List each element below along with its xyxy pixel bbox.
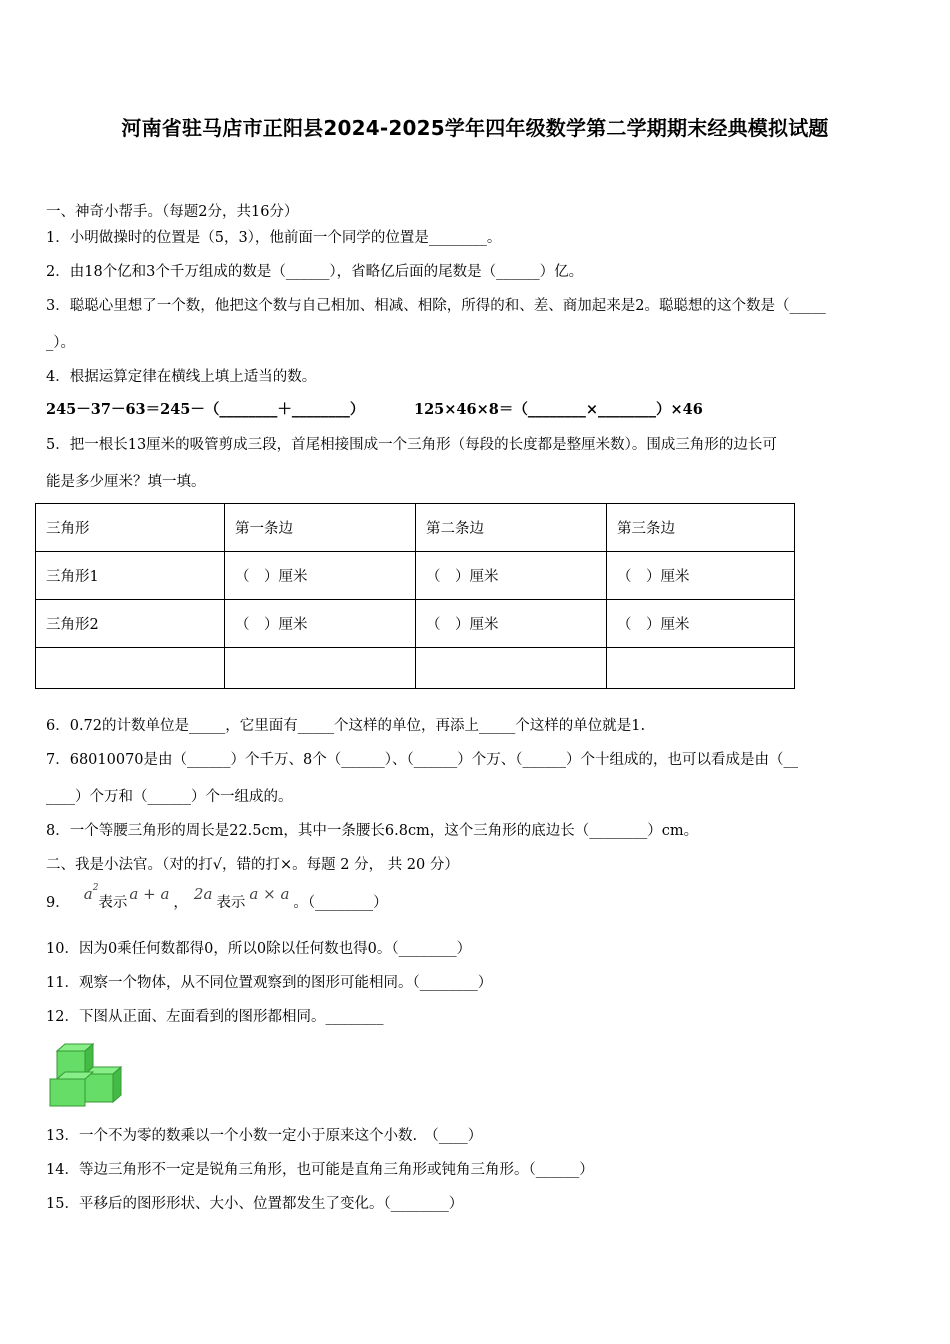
table-header-cell: 三角形 (36, 504, 225, 552)
question-10: 10．因为0乘任何数都得0，所以0除以任何数也得0。（________） (46, 941, 472, 957)
table-cell: （ ）厘米 (416, 600, 607, 648)
table-cell: 三角形2 (36, 600, 225, 648)
question-8: 8．一个等腰三角形的周长是22.5cm，其中一条腰长6.8cm，这个三角形的底边长（________）cm。 (46, 823, 699, 839)
table-header-cell: 第一条边 (225, 504, 416, 552)
table-header-row (36, 504, 795, 552)
math-2a: 2a (193, 885, 213, 903)
question-4-expression-left: 245－37－63＝245－（________＋________） (46, 401, 365, 418)
question-9: 9． $a^2$表示 a + a ， 2a 表示 a × a 。（________） (46, 883, 388, 911)
table-row (36, 552, 795, 600)
table-row (36, 600, 795, 648)
question-14: 14．等边三角形不一定是锐角三角形，也可能是直角三角形或钝角三角形。（______） (46, 1162, 594, 1178)
table-cell (36, 648, 225, 689)
math-a-times-a: a × a (249, 885, 290, 903)
question-4-expression-right: 125×46×8＝（________×________）×46 (414, 401, 703, 418)
question-2: 2．由18个亿和3个千万组成的数是（______），省略亿后面的尾数是（______）亿。 (46, 264, 584, 280)
math-a-plus-a: a + a (129, 885, 170, 903)
table-cell: （ ）厘米 (225, 552, 416, 600)
table-header-cell: 第三条边 (607, 504, 795, 552)
question-13: 13．一个不为零的数乘以一个小数一定小于原来这个小数. （____） (46, 1128, 483, 1144)
question-11: 11．观察一个物体，从不同位置观察到的图形可能相同。（________） (46, 975, 493, 991)
question-4: 4．根据运算定律在横线上填上适当的数。 (46, 369, 317, 385)
section-1-heading: 一、神奇小帮手。（每题2分，共16分） (46, 204, 299, 220)
question-1: 1．小明做操时的位置是（5，3），他前面一个同学的位置是________。 (46, 230, 502, 246)
table-cell (416, 648, 607, 689)
math-a-squared: $a^2$ (83, 883, 99, 903)
question-5-line-1: 5．把一根长13厘米的吸管剪成三段，首尾相接围成一个三角形（每段的长度都是整厘米数）。围成三角形的边长可 (46, 437, 777, 453)
table-cell (607, 648, 795, 689)
table-header-cell: 第二条边 (416, 504, 607, 552)
page-title: 河南省驻马店市正阳县2024-2025学年四年级数学第二学期期末经典模拟试题 (121, 116, 829, 140)
table-cell (225, 648, 416, 689)
question-3-line-2: _）。 (46, 335, 75, 351)
table-cell: （ ）厘米 (416, 552, 607, 600)
question-6: 6．0.72的计数单位是_____，它里面有_____个这样的单位，再添上_____个这样的单位就是1. (46, 718, 646, 734)
question-7-line-2: ____）个万和（______）个一组成的。 (46, 789, 293, 805)
triangle-table (35, 503, 795, 689)
cube-stack-figure (48, 1043, 126, 1107)
question-15: 15．平移后的图形形状、大小、位置都发生了变化。（________） (46, 1196, 464, 1212)
table-cell: （ ）厘米 (607, 552, 795, 600)
question-12: 12．下图从正面、左面看到的图形都相同。________ (46, 1009, 384, 1025)
question-5-line-2: 能是多少厘米？填一填。 (46, 474, 206, 490)
table-cell: （ ）厘米 (607, 600, 795, 648)
table-row (36, 648, 795, 689)
table-cell: 三角形1 (36, 552, 225, 600)
section-2-heading: 二、我是小法官。（对的打√，错的打×。每题 2 分， 共 20 分） (46, 857, 459, 873)
question-9-number: 9． (46, 895, 70, 911)
question-7-line-1: 7．68010070是由（______）个千万、8个（______）、（______）个万、（______）个十组成的，也可以看成是由（__ (46, 752, 799, 768)
table-cell: （ ）厘米 (225, 600, 416, 648)
question-3-line-1: 3．聪聪心里想了一个数，他把这个数与自己相加、相减、相除，所得的和、差、商加起来是2。聪聪想的这个数是（_____ (46, 298, 826, 314)
